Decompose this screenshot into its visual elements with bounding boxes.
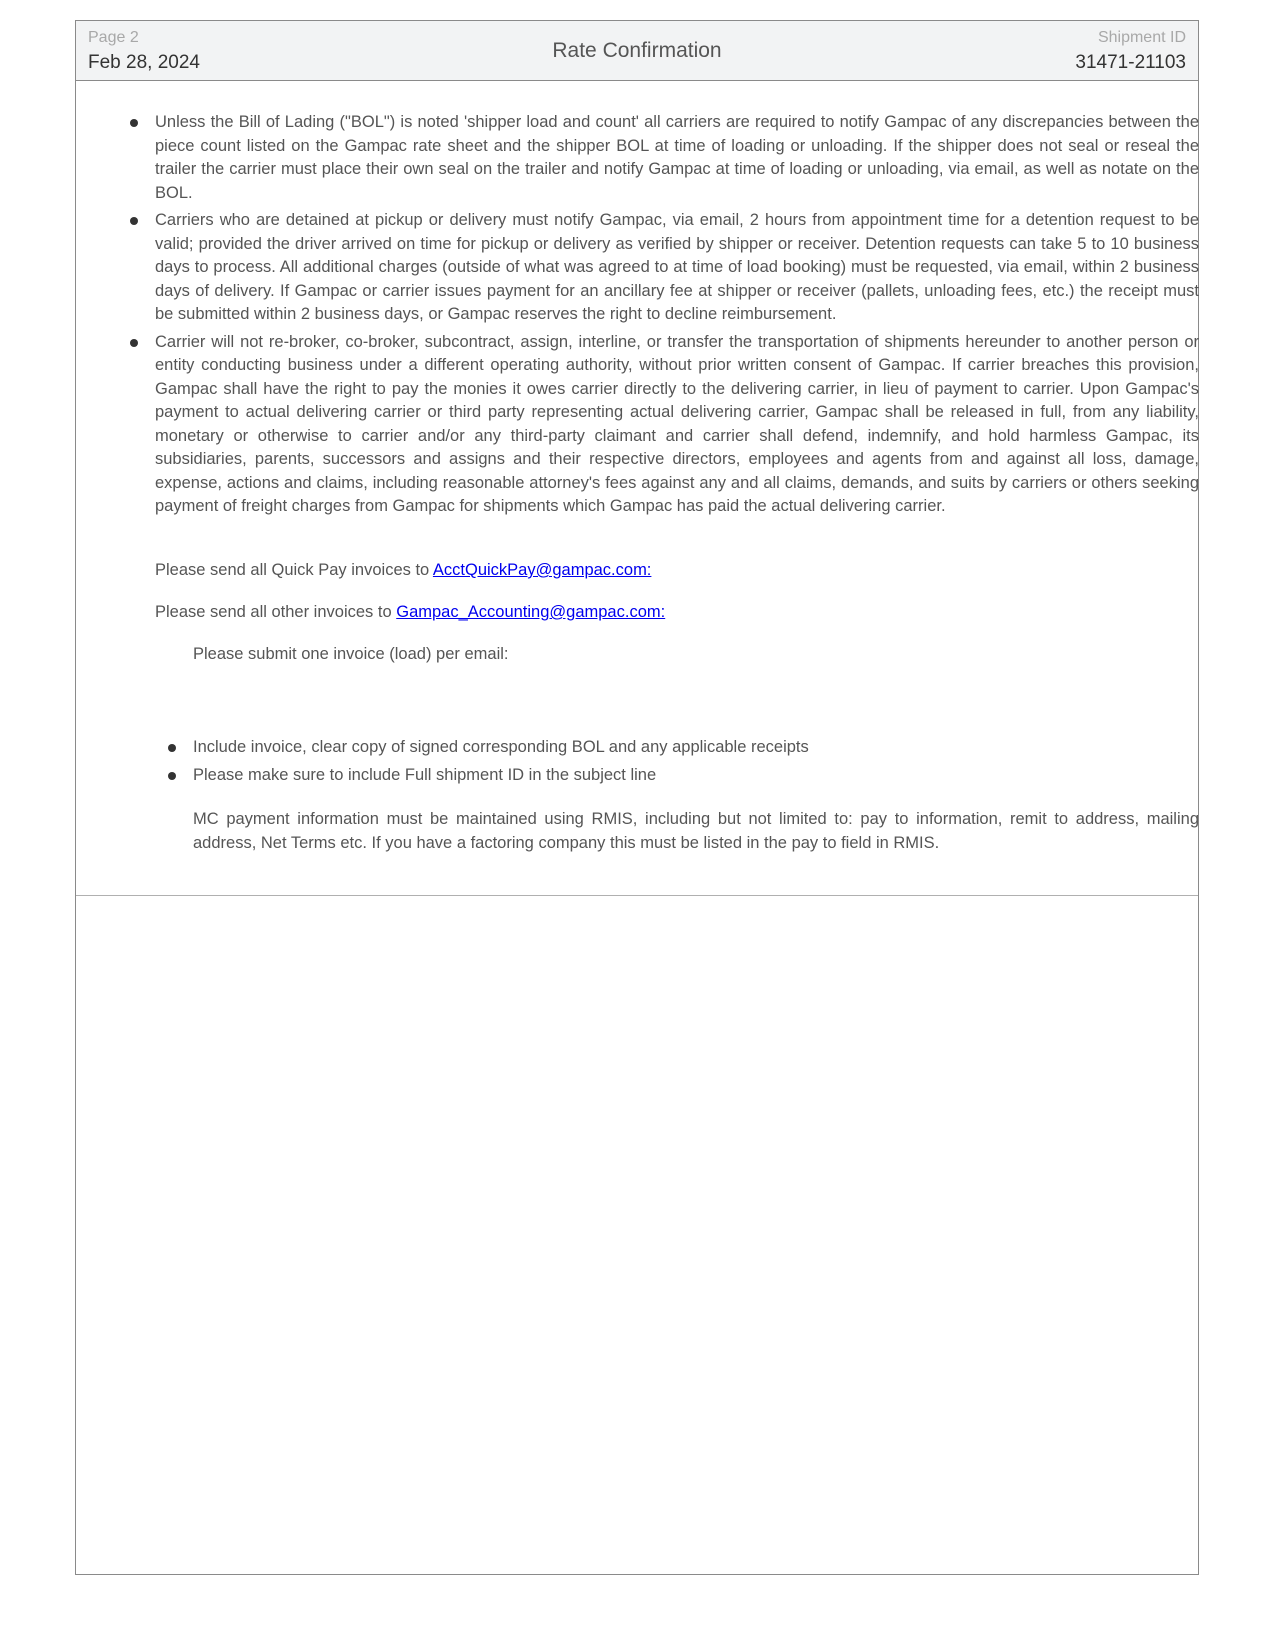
term-item [155,111,1199,205]
submit-note: Please submit one invoice (load) per email: [193,645,509,663]
accounting-email-link[interactable]: Gampac_Accounting@gampac.com: [396,603,666,621]
quick-pay-email-link[interactable]: AcctQuickPay@gampac.com: [432,561,652,579]
page-header [76,21,1198,81]
quick-pay-text: Please send all Quick Pay invoices to [155,561,433,579]
invoice-requirements-list [193,736,1193,791]
bullet-icon [130,339,138,347]
shipment-id-label: Shipment ID [1097,29,1186,46]
term-item [155,209,1199,327]
bullet-icon [130,119,138,127]
bullet-icon [130,217,138,225]
requirement-text: Please make sure to include Full shipment ID in the subject line [193,765,657,784]
document-date: Feb 28, 2024 [88,52,200,73]
term-text: Carrier will not re-broker, co-broker, subcontract, assign, interline, or transfer the transportation of shipments hereunder to another person or entity conducting business under a different operating authority, without prior written consent of Gampac. If carrier breaches this provision, Gampac shall have the right to pay the monies it owes carrier directly to the delivering carrier, in lieu of payment to carrier. Upon Gampac's payment to actual delivering carrier or third party representing actual delivering carrier, Gampac shall be released in full, from any liability, monetary or otherwise to carrier and/or any third-party claimant and carrier shall defend, indemnify, and hold harmless Gampac, its subsidiaries, parents, successors and assigns and their respective directors, employees and agents from and against all loss, damage, expense, actions and claims, including reasonable attorney's fees against any and all claims, demands, and suits by carriers or others seeking payment of freight charges from Gampac for shipments which Gampac has paid the actual delivering carrier. [155,332,1199,515]
other-invoices-text: Please send all other invoices to [155,603,397,621]
term-text: Unless the Bill of Lading ("BOL") is noted 'shipper load and count' all carriers are required to notify Gampac of any discrepancies between the piece count listed on the Gampac rate sheet and the shipper BOL at time of loading or unloading. If the shipper does not seal or reseal the trailer the carrier must place their own seal on the trailer and notify Gampac at time of loading or unloading, via email, as well as notate on the BOL. [155,113,1199,202]
terms-list [155,111,1199,523]
shipment-id: 31471-21103 [1075,52,1186,73]
bullet-icon [168,744,176,752]
page-number: Page 2 [88,29,139,46]
bullet-icon [168,772,176,780]
term-item [155,331,1199,519]
term-text: Carriers who are detained at pickup or delivery must notify Gampac, via email, 2 hours from appointment time for a detention request to be valid; provided the driver arrived on time for pickup or delivery as verified by shipper or receiver. Detention requests can take 5 to 10 business days to process. All additional charges (outside of what was agreed to at time of load booking) must be requested, via email, within 2 business days of delivery. If Gampac or carrier issues payment for an ancillary fee at shipper or receiver (pallets, unloading fees, etc.) the receipt must be submitted within 2 business days, or Gampac reserves the right to decline reimbursement. [155,211,1199,323]
requirement-item [193,764,1193,788]
document-page [75,20,1199,1575]
other-invoices-line [155,601,665,625]
mc-payment-note: MC payment information must be maintained using RMIS, including but not limited to: pay to information, remit to address, mailing address, Net Terms etc. If you have a factoring company this must be listed in the pay to field in RMIS. [193,810,1199,852]
document-title: Rate Confirmation [552,39,722,62]
quick-pay-line [155,559,651,583]
terms-section [76,81,1198,896]
requirement-item [193,736,1193,760]
requirement-text: Include invoice, clear copy of signed corresponding BOL and any applicable receipts [193,738,809,756]
